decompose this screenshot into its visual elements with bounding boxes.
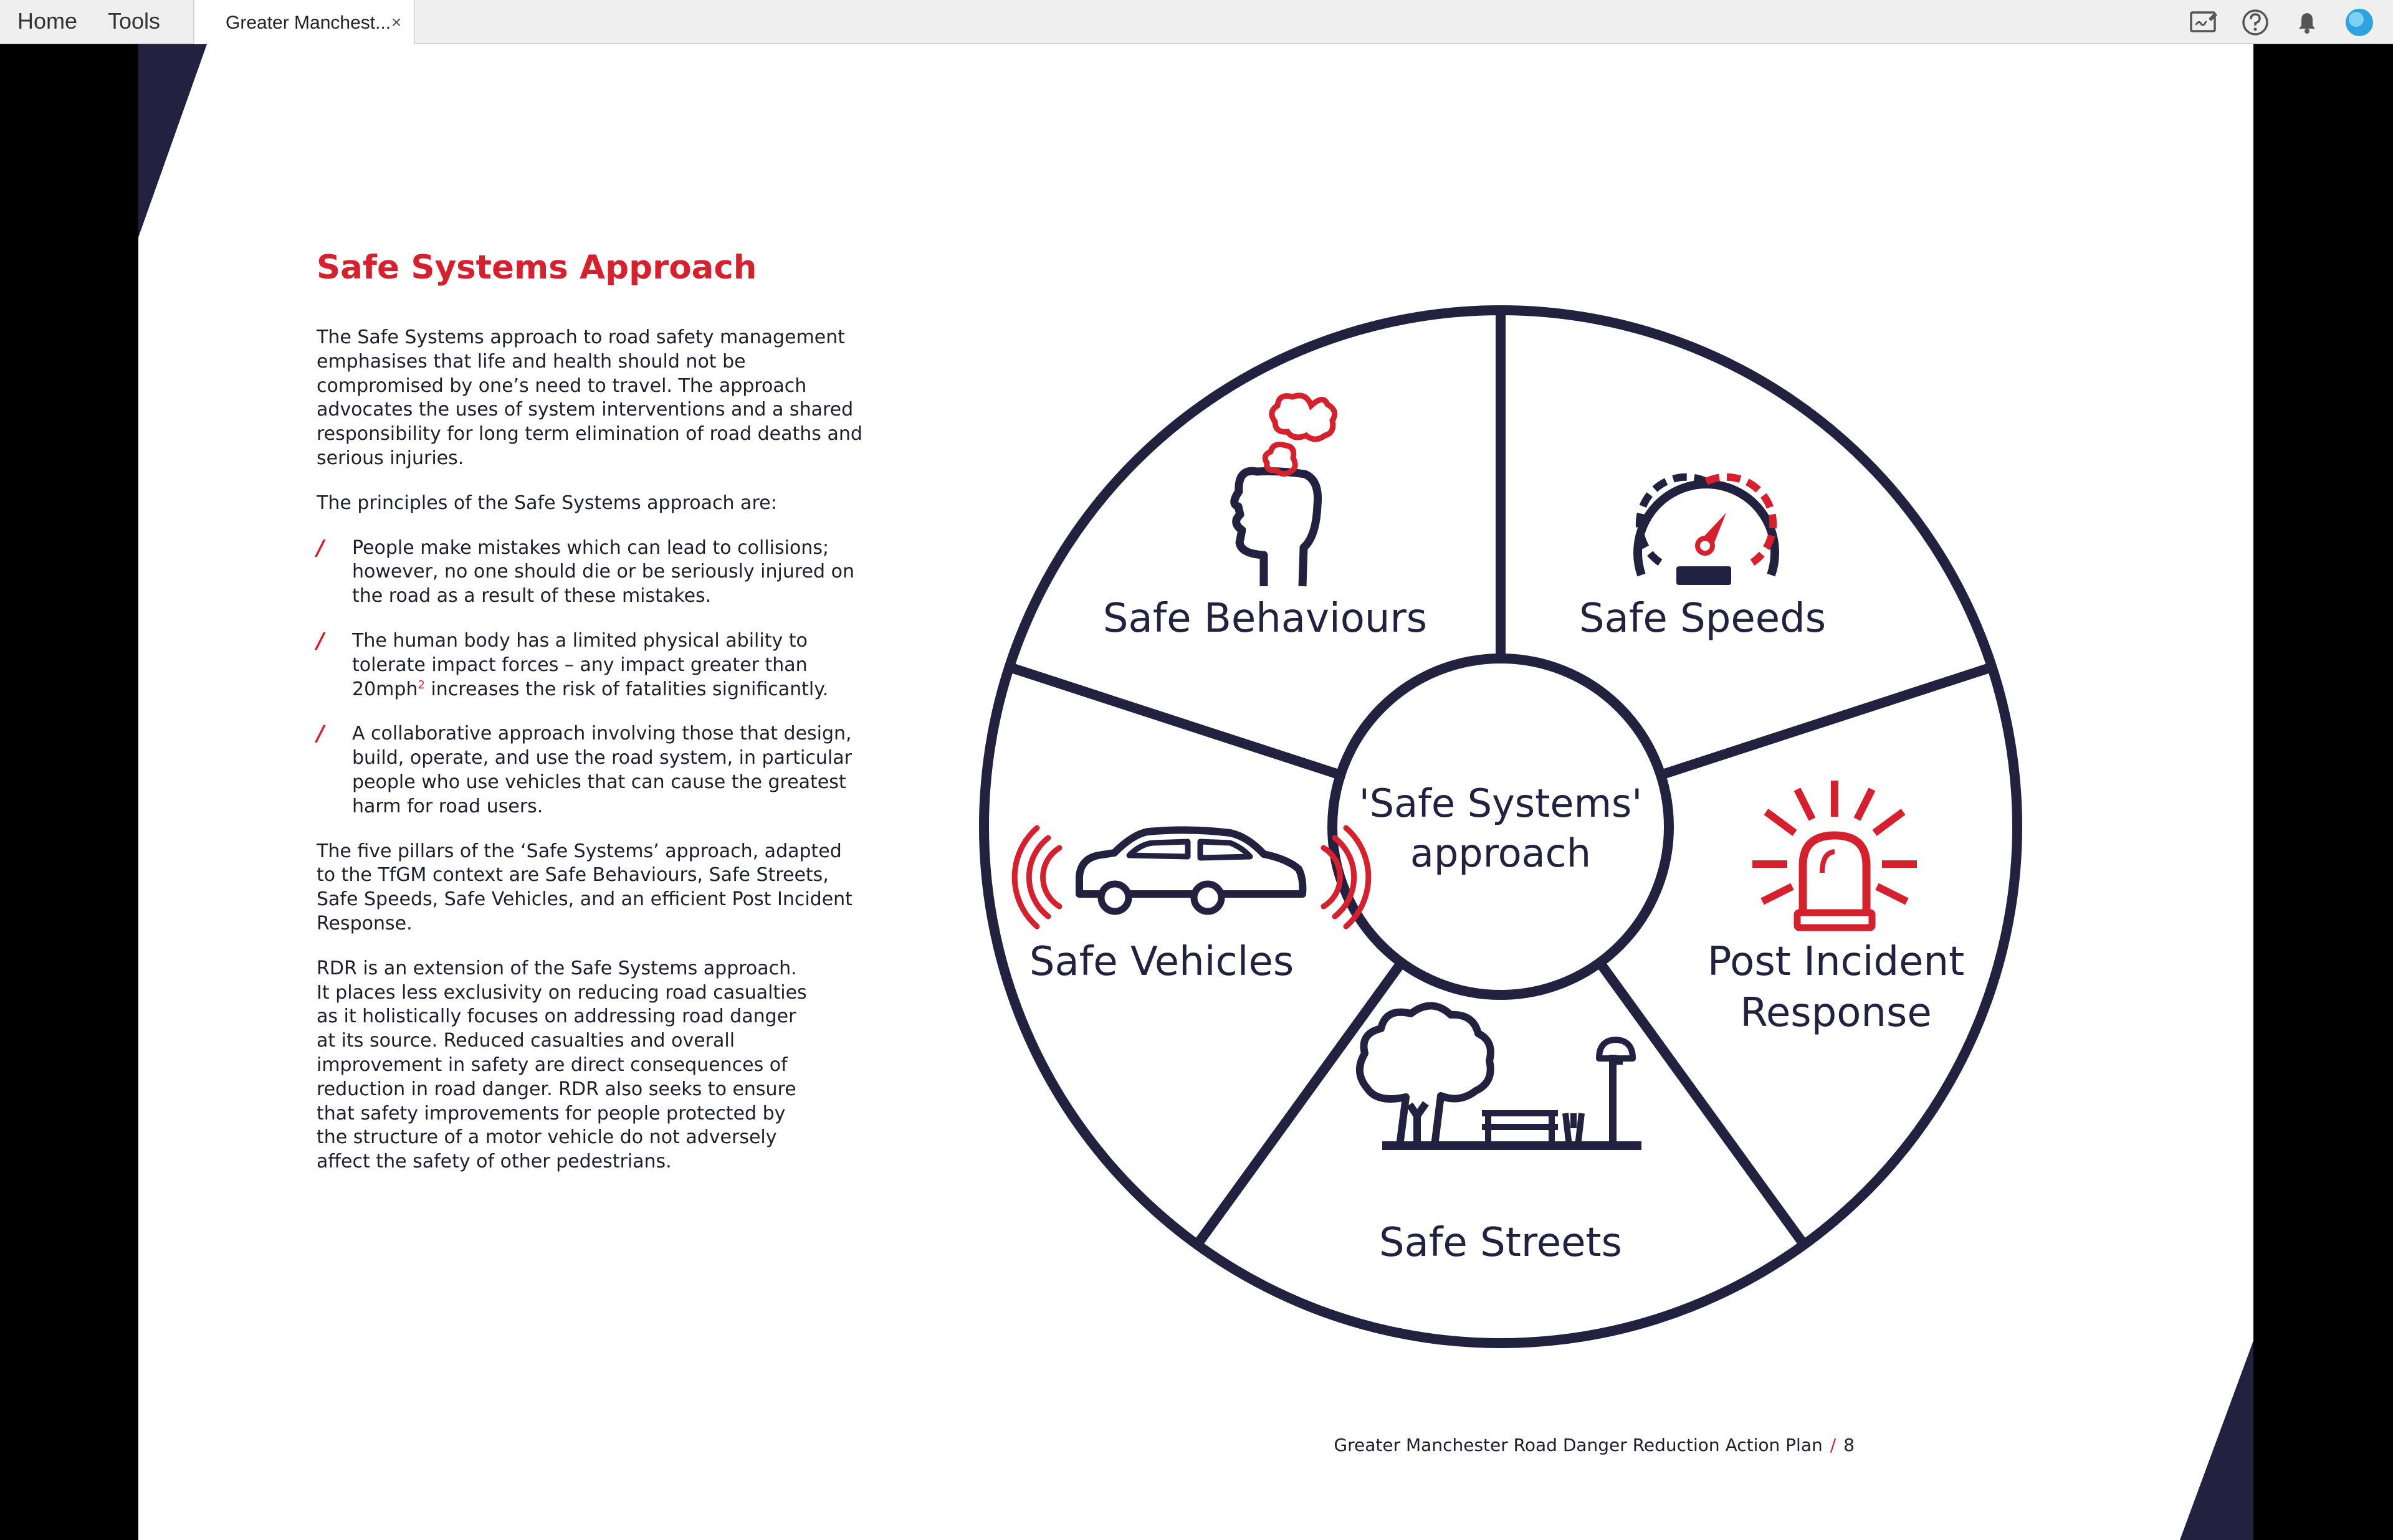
help-icon[interactable] <box>2239 6 2271 39</box>
intro-paragraph: The Safe Systems approach to road safety management emphasises that life and health should not be compromised by one’s need to travel. The approach advocates the uses of system interventions and a shared responsibility for long term elimination of road deaths and serious injuries. <box>317 326 862 469</box>
bullet-slash-icon: / <box>317 535 325 561</box>
page-footer <box>1334 1435 1855 1455</box>
label-safe-streets: Safe Streets <box>1379 1220 1622 1266</box>
principles-intro: The principles of the Safe Systems approach are: <box>317 492 777 514</box>
divider-bottom-left <box>1197 962 1402 1245</box>
document-page <box>138 44 2253 1540</box>
label-post-incident-line-2: Response <box>1740 990 1932 1036</box>
section-title: Safe Systems Approach <box>317 249 757 287</box>
pillars-paragraph: The five pillars of the ‘Safe Systems’ approach, adapted to the TfGM context are Safe Behaviours, Safe Streets, Safe Speeds, Safe Vehicles, and an efficient Post Incident Response. <box>317 840 853 934</box>
speedometer-icon <box>1638 477 1775 585</box>
divider-left <box>1010 667 1340 775</box>
tab-document[interactable] <box>193 0 415 44</box>
inner-circle <box>1332 658 1669 995</box>
list-item: / A collaborative approach involving those that design, build, operate, and use the road system, in particular people who use vehicles that can cause the greatest harm for road users. <box>317 721 852 817</box>
notifications-bell-icon[interactable] <box>2291 6 2323 39</box>
label-safe-behaviours: Safe Behaviours <box>1102 596 1428 642</box>
park-street-icon <box>1360 1005 1641 1146</box>
list-item: / People make mistakes which can lead to collisions; however, no one should die or be seriously injured on the road as a result of these mistakes. <box>317 535 854 607</box>
sign-document-icon[interactable] <box>2187 6 2220 39</box>
divider-right <box>1661 667 1992 775</box>
tab-label: Greater Manchest... <box>226 12 391 33</box>
footer-title: Greater Manchester Road Danger Reduction Action Plan <box>1334 1435 1823 1455</box>
footer-separator: / <box>1830 1435 1837 1455</box>
head-thought-icon <box>1235 396 1335 586</box>
center-label-line-2: approach <box>1410 830 1592 876</box>
tab-close-button[interactable]: × <box>391 12 402 32</box>
bullet-slash-icon: / <box>317 628 325 654</box>
car-icon <box>1015 828 1368 926</box>
siren-icon <box>1752 781 1917 928</box>
menu-tools[interactable]: Tools <box>108 8 161 34</box>
center-label-line-1: 'Safe Systems' <box>1359 781 1643 826</box>
account-avatar-icon[interactable] <box>2343 6 2376 39</box>
footnote-marker[interactable]: 2 <box>418 678 425 692</box>
label-safe-vehicles: Safe Vehicles <box>1029 939 1294 985</box>
top-toolbar <box>0 0 2393 44</box>
safe-systems-diagram <box>138 44 2253 1540</box>
rdr-paragraph: RDR is an extension of the Safe Systems approach. It places less exclusivity on reducing road casualties as it holistically focuses on addressing road danger at its source. Reduced casualties and overall improvement in safety are direct consequences of reduction in road danger. RDR also seeks to ensure that safety improvements for people protected by the structure of a motor vehicle do not adversely affect the safety of other pedestrians. <box>317 957 807 1173</box>
list-item: / The human body has a limited physical ability to tolerate impact forces – any impact greater than 20mph$^2$ increases the risk of fatalities significantly. <box>317 628 829 700</box>
page-number: 8 <box>1843 1435 1855 1455</box>
label-post-incident-line-1: Post Incident <box>1707 939 1965 985</box>
menu-home[interactable]: Home <box>17 8 78 34</box>
label-safe-speeds: Safe Speeds <box>1579 596 1827 642</box>
bullet-slash-icon: / <box>317 721 325 747</box>
